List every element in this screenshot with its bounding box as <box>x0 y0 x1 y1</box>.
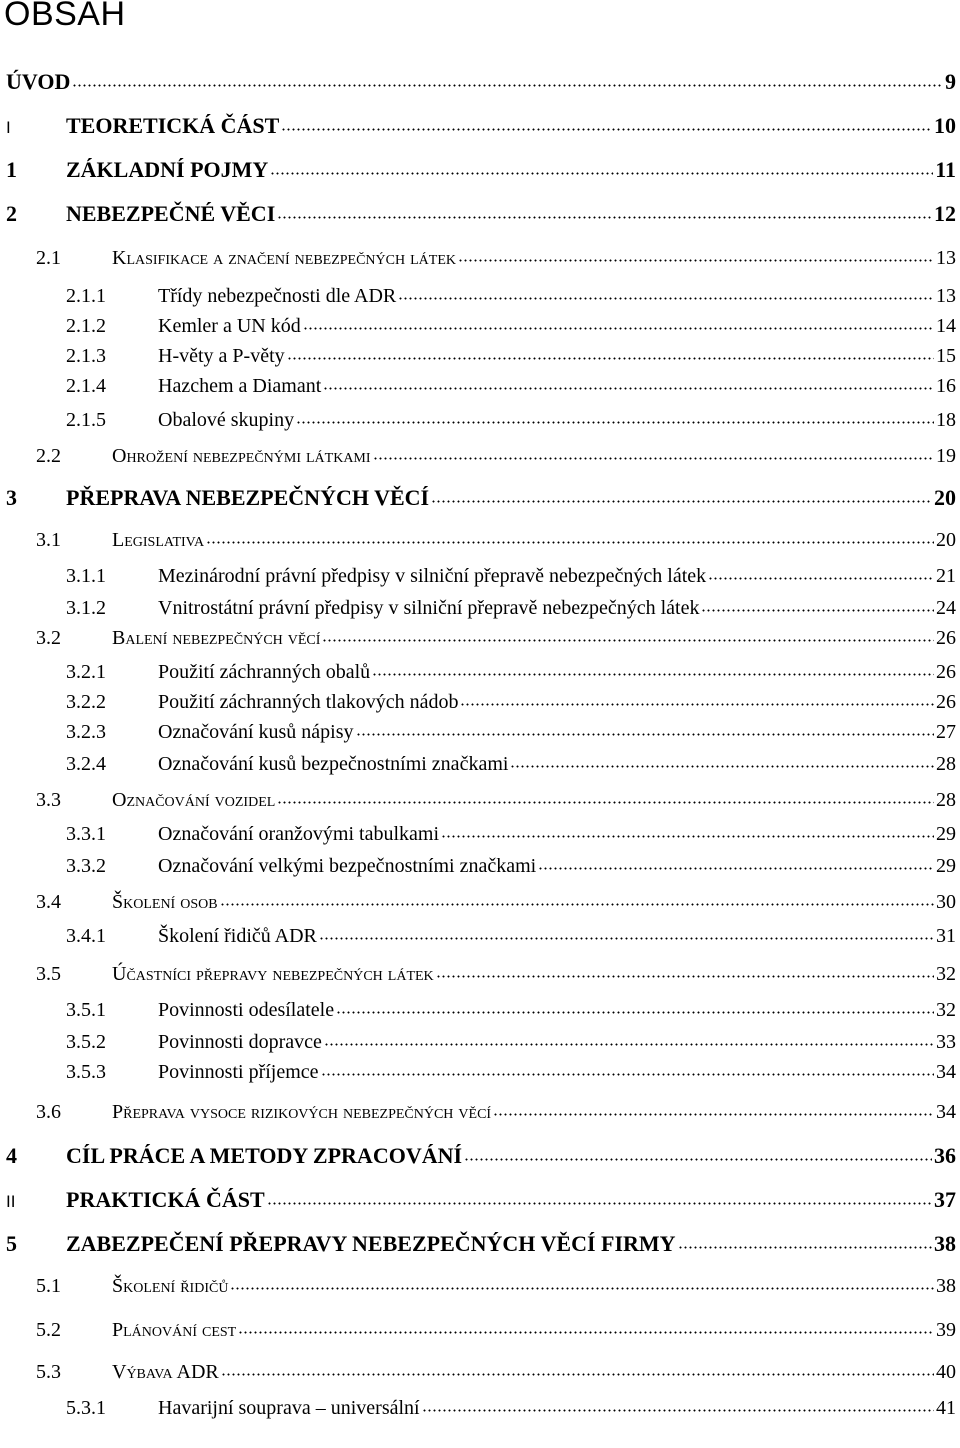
toc-entry-page: 13 <box>936 285 956 307</box>
dot-leader <box>296 406 934 426</box>
toc-entry-number: 3.4 <box>36 891 61 913</box>
toc-entry-title: TEORETICKÁ ČÁST <box>66 113 280 138</box>
toc-entry-number: 3.2.3 <box>66 721 106 743</box>
toc-entry-page: 37 <box>934 1187 956 1212</box>
toc-entry[interactable] <box>0 1056 956 1088</box>
toc-entry-page: 21 <box>936 565 956 587</box>
toc-entry-page: 18 <box>936 409 956 431</box>
dot-leader <box>436 960 934 980</box>
toc-entry[interactable] <box>0 656 956 688</box>
toc-entry-page: 10 <box>934 113 956 138</box>
toc-entry-page: 26 <box>936 627 956 649</box>
toc-entry[interactable] <box>0 340 956 372</box>
toc-entry-page: 34 <box>936 1061 956 1083</box>
toc-entry-number: 2.1.4 <box>66 375 106 397</box>
dot-leader <box>270 155 933 177</box>
dot-leader <box>372 658 934 678</box>
toc-entry-page: 40 <box>936 1361 956 1383</box>
toc-entry[interactable] <box>0 784 956 816</box>
dot-leader <box>431 483 932 505</box>
toc-entry-number: 3.5.1 <box>66 999 106 1021</box>
dot-leader <box>267 1185 932 1207</box>
toc-entry[interactable] <box>0 1228 956 1260</box>
toc-entry-title: Povinnosti odesílatele <box>158 999 335 1021</box>
dot-leader <box>221 1358 934 1378</box>
toc-entry-title: NEBEZPEČNÉ VĚCI <box>66 201 276 226</box>
toc-entry-page: 36 <box>934 1143 956 1168</box>
toc-entry-title: Označování oranžovými tabulkami <box>158 823 440 845</box>
dot-leader <box>464 1141 932 1163</box>
toc-entry-page: 33 <box>936 1031 956 1053</box>
toc-entry-title: H-věty a P-věty <box>158 345 285 367</box>
toc-entry-page: 12 <box>934 201 956 226</box>
toc-entry[interactable] <box>0 622 956 654</box>
dot-leader <box>324 1028 934 1048</box>
toc-entry-page: 39 <box>936 1319 956 1341</box>
toc-entry-page: 26 <box>936 661 956 683</box>
toc-entry-page: 28 <box>936 789 956 811</box>
toc-entry-number: 3.1.2 <box>66 597 106 619</box>
dot-leader <box>493 1098 934 1118</box>
toc-entry-number: II <box>6 1192 16 1211</box>
toc-entry[interactable] <box>0 242 956 274</box>
toc-entry-number: 3.3.1 <box>66 823 106 845</box>
toc-entry[interactable] <box>0 198 956 230</box>
toc-entry-title: Povinnosti dopravce <box>158 1031 322 1053</box>
toc-entry-title: Označování kusů bezpečnostními značkami <box>158 753 509 775</box>
toc-entry[interactable] <box>0 154 956 186</box>
toc-entry-title: Účastníci přepravy nebezpečných látek <box>112 963 434 985</box>
toc-entry[interactable] <box>0 66 956 98</box>
toc-entry-number: 2 <box>6 201 17 226</box>
toc-entry[interactable] <box>0 886 956 918</box>
toc-entry-page: 14 <box>936 315 956 337</box>
toc-entry[interactable] <box>0 958 956 990</box>
toc-entry-number: 3 <box>6 485 17 510</box>
toc-entry-number: 2.1.5 <box>66 409 106 431</box>
toc-entry-number: 3.3 <box>36 789 61 811</box>
toc-entry-page: 30 <box>936 891 956 913</box>
toc-entry-number: 5.1 <box>36 1275 61 1297</box>
toc-entry[interactable] <box>0 370 956 402</box>
toc-entry-title: ZÁKLADNÍ POJMY <box>66 157 269 182</box>
dot-leader <box>321 1058 934 1078</box>
toc-entry-number: I <box>6 118 11 137</box>
dot-leader <box>323 372 934 392</box>
toc-entry-title: Přeprava vysoce rizikových nebezpečných věcí <box>112 1101 492 1123</box>
dot-leader <box>281 111 932 133</box>
toc-entry-number: 1 <box>6 157 17 182</box>
dot-leader <box>303 312 934 332</box>
toc-entry-title: Havarijní souprava – universální <box>158 1397 420 1419</box>
dot-leader <box>220 888 934 908</box>
toc-entry-page: 15 <box>936 345 956 367</box>
toc-entry[interactable] <box>0 280 956 312</box>
toc-entry[interactable] <box>0 1140 956 1172</box>
toc-entry-page: 29 <box>936 823 956 845</box>
toc-entry-title: PŘEPRAVA NEBEZPEČNÝCH VĚCÍ <box>66 485 430 510</box>
toc-entry-title: ZABEZPEČENÍ PŘEPRAVY NEBEZPEČNÝCH VĚCÍ FIRMY <box>66 1231 676 1256</box>
dot-leader <box>460 688 934 708</box>
toc-entry-title: CÍL PRÁCE A METODY ZPRACOVÁNÍ <box>66 1143 463 1168</box>
toc-entry-page: 34 <box>936 1101 956 1123</box>
toc-entry[interactable] <box>0 482 956 514</box>
toc-entry-title: Ohrožení nebezpečnými látkami <box>112 445 371 467</box>
toc-entry-title: Školení řidičů <box>112 1275 229 1297</box>
toc-entry-page: 13 <box>936 247 956 269</box>
toc-entry-title: Balení nebezpečných věcí <box>112 627 321 649</box>
toc-entry[interactable] <box>0 1270 956 1302</box>
toc-entry-number: 2.1 <box>36 247 61 269</box>
dot-leader <box>287 342 934 362</box>
toc-entry-title: Školení osob <box>112 891 218 913</box>
toc-entry-title: ÚVOD <box>6 69 71 94</box>
toc-entry-page: 26 <box>936 691 956 713</box>
toc-entry-title: Označování velkými bezpečnostními značkami <box>158 855 537 877</box>
toc-entry[interactable] <box>0 716 956 748</box>
toc-entry-number: 5.2 <box>36 1319 61 1341</box>
toc-entry-title: PRAKTICKÁ ČÁST <box>66 1187 265 1212</box>
toc-entry-number: 2.1.3 <box>66 345 106 367</box>
toc-entry-number: 3.1 <box>36 529 61 551</box>
dot-leader <box>72 67 943 89</box>
dot-leader <box>322 624 934 644</box>
dot-leader <box>510 750 934 770</box>
toc-entry[interactable] <box>0 1356 956 1388</box>
toc-entry-number: 2.2 <box>36 445 61 467</box>
dot-leader <box>422 1394 934 1414</box>
toc-entry-number: 3.5.3 <box>66 1061 106 1083</box>
toc-entry[interactable] <box>0 748 956 780</box>
toc-entry[interactable] <box>0 1026 956 1058</box>
toc-entry-number: 3.6 <box>36 1101 61 1123</box>
toc-entry-page: 11 <box>935 157 956 182</box>
toc-title: OBSAH <box>4 0 126 33</box>
toc-entry-page: 24 <box>936 597 956 619</box>
dot-leader <box>678 1229 932 1251</box>
toc-entry-title: Legislativa <box>112 529 205 551</box>
dot-leader <box>277 786 934 806</box>
toc-entry-page: 9 <box>945 69 956 94</box>
toc-entry-title: Označování kusů nápisy <box>158 721 354 743</box>
toc-entry-title: Třídy nebezpečnosti dle ADR <box>158 285 397 307</box>
dot-leader <box>356 718 934 738</box>
toc-entry-page: 20 <box>934 485 956 510</box>
toc-entry-number: 3.5.2 <box>66 1031 106 1053</box>
toc-entry-title: Povinnosti příjemce <box>158 1061 319 1083</box>
dot-leader <box>708 562 934 582</box>
toc-entry-page: 41 <box>936 1397 956 1419</box>
toc-entry-number: 3.4.1 <box>66 925 106 947</box>
toc-entry-title: Použití záchranných obalů <box>158 661 371 683</box>
toc-entry-title: Kemler a UN kód <box>158 315 301 337</box>
toc-entry-page: 19 <box>936 445 956 467</box>
toc-entry-title: Obalové skupiny <box>158 409 295 431</box>
toc-entry-number: 3.3.2 <box>66 855 106 877</box>
toc-entry[interactable] <box>0 310 956 342</box>
toc-entry-number: 5.3.1 <box>66 1397 106 1419</box>
toc-entry[interactable] <box>0 818 956 850</box>
dot-leader <box>277 199 932 221</box>
toc-entry[interactable] <box>0 1184 956 1216</box>
toc-entry-number: 4 <box>6 1143 17 1168</box>
toc-entry-page: 38 <box>934 1231 956 1256</box>
toc-entry-title: Výbava ADR <box>112 1361 219 1383</box>
toc-entry-number: 3.1.1 <box>66 565 106 587</box>
toc-entry-page: 38 <box>936 1275 956 1297</box>
toc-entry-number: 2.1.2 <box>66 315 106 337</box>
toc-entry[interactable] <box>0 440 956 472</box>
toc-entry-title: Hazchem a Diamant <box>158 375 322 397</box>
toc-entry[interactable] <box>0 110 956 142</box>
toc-entry-number: 5 <box>6 1231 17 1256</box>
toc-entry[interactable] <box>0 1392 956 1424</box>
dot-leader <box>701 594 934 614</box>
toc-entry-number: 3.2.4 <box>66 753 106 775</box>
toc-entry-number: 2.1.1 <box>66 285 106 307</box>
dot-leader <box>336 996 934 1016</box>
toc-entry[interactable] <box>0 560 956 592</box>
toc-entry[interactable] <box>0 994 956 1026</box>
toc-entry-number: 3.2.2 <box>66 691 106 713</box>
toc-entry[interactable] <box>0 850 956 882</box>
toc-entry-page: 16 <box>936 375 956 397</box>
toc-entry-page: 27 <box>936 721 956 743</box>
dot-leader <box>398 282 934 302</box>
dot-leader <box>230 1272 934 1292</box>
dot-leader <box>538 852 934 872</box>
toc-entry-page: 32 <box>936 963 956 985</box>
toc-entry-title: Klasifikace a značení nebezpečných látek <box>112 247 456 269</box>
dot-leader <box>441 820 934 840</box>
toc-entry-title: Školení řidičů ADR <box>158 925 317 947</box>
toc-entry[interactable] <box>0 524 956 556</box>
dot-leader <box>206 526 934 546</box>
dot-leader <box>319 922 934 942</box>
toc-entry-title: Označování vozidel <box>112 789 276 811</box>
toc-entry-title: Vnitrostátní právní předpisy v silniční přepravě nebezpečných látek <box>158 597 700 619</box>
toc-entry-title: Mezinárodní právní předpisy v silniční přepravě nebezpečných látek <box>158 565 707 587</box>
toc-entry-number: 5.3 <box>36 1361 61 1383</box>
dot-leader <box>458 244 934 264</box>
toc-entry-page: 29 <box>936 855 956 877</box>
toc-entry-page: 28 <box>936 753 956 775</box>
toc-entry[interactable] <box>0 404 956 436</box>
toc-entry[interactable] <box>0 920 956 952</box>
toc-entry-page: 31 <box>936 925 956 947</box>
toc-entry-number: 3.5 <box>36 963 61 985</box>
toc-entry-title: Plánování cest <box>112 1319 237 1341</box>
toc-entry[interactable] <box>0 1096 956 1128</box>
dot-leader <box>238 1316 934 1336</box>
toc-entry-title: Použití záchranných tlakových nádob <box>158 691 459 713</box>
toc-entry[interactable] <box>0 1314 956 1346</box>
toc-entry[interactable] <box>0 592 956 624</box>
toc-entry-number: 3.2.1 <box>66 661 106 683</box>
toc-entry[interactable] <box>0 686 956 718</box>
toc-entry-page: 32 <box>936 999 956 1021</box>
toc-entry-page: 20 <box>936 529 956 551</box>
toc-entry-number: 3.2 <box>36 627 61 649</box>
dot-leader <box>373 442 934 462</box>
